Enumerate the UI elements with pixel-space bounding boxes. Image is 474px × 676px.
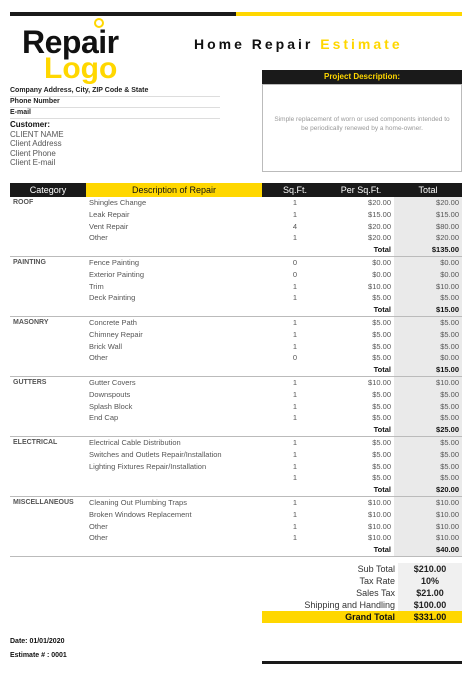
table-row bbox=[10, 352, 462, 364]
total-cell: $10.00 bbox=[394, 496, 462, 508]
total-cell: $5.00 bbox=[394, 401, 462, 413]
description-cell: Exterior Painting bbox=[89, 269, 145, 279]
top-bar-accent bbox=[236, 12, 462, 16]
summary-value: $331.00 bbox=[398, 611, 462, 623]
group-total-value: $15.00 bbox=[394, 364, 462, 376]
per-sqft-cell: $5.00 bbox=[372, 317, 391, 327]
group-total-row bbox=[10, 244, 462, 256]
category-cell: MASONRY bbox=[13, 318, 49, 326]
sqft-cell: 1 bbox=[292, 209, 298, 219]
spacer-cell bbox=[262, 544, 328, 556]
total-cell: $10.00 bbox=[394, 281, 462, 293]
category-empty-cell bbox=[10, 209, 86, 221]
per-sqft-cell: $10.00 bbox=[368, 533, 391, 543]
table-row bbox=[10, 376, 462, 388]
category-cell: ROOF bbox=[13, 199, 34, 206]
per-sqft-cell: $20.00 bbox=[368, 198, 391, 207]
spacer-cell bbox=[10, 364, 86, 376]
total-cell: $80.00 bbox=[394, 221, 462, 233]
sqft-cell: 0 bbox=[292, 353, 298, 363]
customer-label: Customer: bbox=[10, 120, 51, 129]
description-cell: Cleaning Out Plumbing Traps bbox=[89, 497, 187, 507]
category-cell: PAINTING bbox=[13, 258, 46, 266]
client-address: Client Address bbox=[10, 139, 62, 148]
spacer-cell bbox=[86, 244, 262, 256]
header-total: Total bbox=[394, 183, 462, 197]
summary-row bbox=[262, 599, 462, 611]
total-cell: $10.00 bbox=[394, 376, 462, 388]
total-cell: $0.00 bbox=[394, 352, 462, 364]
summary-row bbox=[262, 587, 462, 599]
company-info bbox=[10, 86, 220, 119]
spacer-cell bbox=[262, 364, 328, 376]
spacer-cell bbox=[86, 484, 262, 496]
summary-table bbox=[262, 563, 462, 623]
category-empty-cell bbox=[10, 281, 86, 293]
description-cell: Other bbox=[89, 521, 108, 531]
group-total-value: $135.00 bbox=[394, 244, 462, 256]
sqft-cell: 1 bbox=[292, 198, 298, 207]
table-row bbox=[10, 496, 462, 508]
spacer-cell bbox=[86, 364, 262, 376]
category-cell: GUTTERS bbox=[13, 378, 47, 386]
group-total-value: $20.00 bbox=[394, 484, 462, 496]
table-row bbox=[10, 341, 462, 353]
table-row bbox=[10, 521, 462, 533]
total-cell: $5.00 bbox=[394, 316, 462, 328]
description-cell: Other bbox=[89, 533, 108, 543]
sqft-cell: 1 bbox=[292, 521, 298, 531]
summary-value: $100.00 bbox=[398, 599, 462, 611]
category-empty-cell bbox=[10, 412, 86, 424]
total-cell: $10.00 bbox=[394, 521, 462, 533]
group-total-row bbox=[10, 424, 462, 436]
sqft-cell: 0 bbox=[292, 257, 298, 267]
summary-value: $21.00 bbox=[398, 587, 462, 599]
group-total-label: Total bbox=[328, 424, 394, 436]
description-cell: End Cap bbox=[89, 413, 119, 423]
category-empty-cell bbox=[10, 292, 86, 304]
per-sqft-cell: $10.00 bbox=[368, 281, 391, 291]
per-sqft-cell: $5.00 bbox=[372, 473, 391, 483]
sqft-cell: 1 bbox=[292, 329, 298, 339]
estimate-table-body bbox=[10, 197, 462, 556]
per-sqft-cell: $5.00 bbox=[372, 401, 391, 411]
per-sqft-cell: $5.00 bbox=[372, 389, 391, 399]
group-total-row bbox=[10, 304, 462, 316]
total-cell: $10.00 bbox=[394, 532, 462, 544]
category-empty-cell bbox=[10, 221, 86, 233]
total-cell: $5.00 bbox=[394, 436, 462, 448]
description-cell: Trim bbox=[89, 281, 104, 291]
table-row bbox=[10, 292, 462, 304]
per-sqft-cell: $0.00 bbox=[372, 269, 391, 279]
sqft-cell: 1 bbox=[292, 389, 298, 399]
title-part1: Home Repair bbox=[194, 36, 314, 52]
description-cell: Fence Painting bbox=[89, 257, 140, 267]
sqft-cell: 1 bbox=[292, 317, 298, 327]
category-empty-cell bbox=[10, 401, 86, 413]
client-name: CLIENT NAME bbox=[10, 129, 64, 139]
total-cell: $5.00 bbox=[394, 329, 462, 341]
group-total-label: Total bbox=[328, 304, 394, 316]
company-email: E-mail bbox=[10, 108, 220, 119]
summary-label: Sales Tax bbox=[356, 588, 395, 598]
sqft-cell: 1 bbox=[292, 341, 298, 351]
description-cell: Leak Repair bbox=[89, 209, 130, 219]
per-sqft-cell: $10.00 bbox=[368, 497, 391, 507]
summary-label: Grand Total bbox=[262, 611, 398, 623]
description-cell: Deck Painting bbox=[89, 293, 136, 303]
spacer-cell bbox=[262, 484, 328, 496]
total-cell: $5.00 bbox=[394, 461, 462, 473]
sqft-cell: 1 bbox=[292, 509, 298, 519]
per-sqft-cell: $10.00 bbox=[368, 521, 391, 531]
description-cell: Broken Windows Replacement bbox=[89, 509, 192, 519]
per-sqft-cell: $5.00 bbox=[372, 293, 391, 303]
description-cell: Lighting Fixtures Repair/Installation bbox=[89, 461, 207, 471]
top-bar-dark bbox=[10, 12, 236, 16]
spacer-cell bbox=[86, 424, 262, 436]
total-cell: $0.00 bbox=[394, 269, 462, 281]
summary-label: Sub Total bbox=[357, 564, 395, 574]
summary-row bbox=[262, 563, 462, 575]
per-sqft-cell: $5.00 bbox=[372, 353, 391, 363]
per-sqft-cell: $0.00 bbox=[372, 257, 391, 267]
category-empty-cell bbox=[10, 449, 86, 461]
sqft-cell: 0 bbox=[292, 269, 298, 279]
estimate-table bbox=[10, 183, 462, 557]
per-sqft-cell: $5.00 bbox=[372, 413, 391, 423]
sqft-cell: 1 bbox=[292, 449, 298, 459]
sqft-cell: 1 bbox=[292, 437, 298, 447]
table-row bbox=[10, 232, 462, 244]
total-cell: $5.00 bbox=[394, 472, 462, 484]
description-cell: Other bbox=[89, 353, 108, 363]
group-total-value: $40.00 bbox=[394, 544, 462, 556]
project-description-box bbox=[262, 84, 462, 172]
total-cell: $5.00 bbox=[394, 341, 462, 353]
group-total-row bbox=[10, 364, 462, 376]
table-row bbox=[10, 269, 462, 281]
header-sqft: Sq.Ft. bbox=[262, 183, 328, 197]
page-title bbox=[194, 36, 403, 52]
table-row bbox=[10, 281, 462, 293]
table-row bbox=[10, 329, 462, 341]
group-total-label: Total bbox=[328, 484, 394, 496]
per-sqft-cell: $5.00 bbox=[372, 449, 391, 459]
description-cell: Chimney Repair bbox=[89, 329, 143, 339]
summary-label: Shipping and Handling bbox=[304, 600, 395, 610]
sqft-cell: 1 bbox=[292, 377, 298, 387]
table-row bbox=[10, 209, 462, 221]
per-sqft-cell: $5.00 bbox=[372, 329, 391, 339]
total-cell: $5.00 bbox=[394, 412, 462, 424]
table-row bbox=[10, 449, 462, 461]
category-empty-cell bbox=[10, 341, 86, 353]
table-row bbox=[10, 316, 462, 328]
category-cell: MISCELLANEOUS bbox=[13, 498, 74, 506]
sqft-cell: 1 bbox=[292, 401, 298, 411]
per-sqft-cell: $5.00 bbox=[372, 437, 391, 447]
summary-row bbox=[262, 611, 462, 623]
description-cell: Switches and Outlets Repair/Installation bbox=[89, 449, 222, 459]
table-row bbox=[10, 389, 462, 401]
summary-label: Tax Rate bbox=[359, 576, 395, 586]
sqft-cell: 4 bbox=[292, 221, 298, 231]
spacer-cell bbox=[10, 304, 86, 316]
group-total-row bbox=[10, 544, 462, 556]
total-cell: $5.00 bbox=[394, 292, 462, 304]
category-empty-cell bbox=[10, 389, 86, 401]
table-row bbox=[10, 532, 462, 544]
client-phone: Client Phone bbox=[10, 148, 56, 158]
table-row bbox=[10, 412, 462, 424]
total-cell: $10.00 bbox=[394, 509, 462, 521]
per-sqft-cell: $15.00 bbox=[368, 209, 391, 219]
table-row bbox=[10, 436, 462, 448]
category-empty-cell bbox=[10, 521, 86, 533]
spacer-cell bbox=[262, 424, 328, 436]
customer-info bbox=[10, 120, 64, 168]
spacer-cell bbox=[10, 544, 86, 556]
per-sqft-cell: $20.00 bbox=[368, 221, 391, 231]
total-cell: $0.00 bbox=[394, 256, 462, 268]
spacer-cell bbox=[10, 244, 86, 256]
estimate-number: Estimate # : 0001 bbox=[10, 652, 67, 659]
category-empty-cell bbox=[10, 269, 86, 281]
sqft-cell: 1 bbox=[292, 281, 298, 291]
header-category: Category bbox=[10, 183, 86, 197]
description-cell: Vent Repair bbox=[89, 221, 129, 231]
table-header-row bbox=[10, 183, 462, 197]
group-total-label: Total bbox=[328, 244, 394, 256]
sqft-cell: 1 bbox=[292, 461, 298, 471]
description-cell: Concrete Path bbox=[89, 317, 137, 327]
category-empty-cell bbox=[10, 352, 86, 364]
spacer-cell bbox=[10, 424, 86, 436]
description-cell: Electrical Cable Distribution bbox=[89, 437, 181, 447]
group-total-value: $25.00 bbox=[394, 424, 462, 436]
header-per-sqft: Per Sq.Ft. bbox=[328, 183, 394, 197]
total-cell: $20.00 bbox=[394, 197, 462, 209]
per-sqft-cell: $10.00 bbox=[368, 377, 391, 387]
category-empty-cell bbox=[10, 532, 86, 544]
spacer-cell bbox=[262, 304, 328, 316]
logo-line2: Logo bbox=[44, 52, 118, 85]
spacer-cell bbox=[262, 244, 328, 256]
project-description-heading: Project Description: bbox=[262, 70, 462, 84]
category-empty-cell bbox=[10, 509, 86, 521]
description-cell: Other bbox=[89, 233, 108, 243]
category-empty-cell bbox=[10, 472, 86, 484]
group-total-label: Total bbox=[328, 364, 394, 376]
header-description: Description of Repair bbox=[86, 183, 262, 197]
total-cell: $5.00 bbox=[394, 449, 462, 461]
spacer-cell bbox=[10, 484, 86, 496]
spacer-cell bbox=[86, 304, 262, 316]
group-total-label: Total bbox=[328, 544, 394, 556]
category-cell: ELECTRICAL bbox=[13, 438, 58, 446]
per-sqft-cell: $20.00 bbox=[368, 233, 391, 243]
category-empty-cell bbox=[10, 232, 86, 244]
table-row bbox=[10, 461, 462, 473]
table-row bbox=[10, 221, 462, 233]
description-cell: Shingles Change bbox=[89, 198, 147, 207]
group-total-row bbox=[10, 484, 462, 496]
category-empty-cell bbox=[10, 329, 86, 341]
company-phone: Phone Number bbox=[10, 97, 220, 108]
estimate-date: Date: 01/01/2020 bbox=[10, 638, 65, 645]
title-part2: Estimate bbox=[320, 36, 403, 52]
per-sqft-cell: $10.00 bbox=[368, 509, 391, 519]
summary-value: 10% bbox=[398, 575, 462, 587]
total-cell: $15.00 bbox=[394, 209, 462, 221]
total-cell: $5.00 bbox=[394, 389, 462, 401]
table-row bbox=[10, 256, 462, 268]
sqft-cell: 1 bbox=[292, 413, 298, 423]
sqft-cell: 1 bbox=[292, 497, 298, 507]
spacer-cell bbox=[86, 544, 262, 556]
table-row bbox=[10, 401, 462, 413]
project-description-text: Simple replacement of worn or used components intended to be periodically renewed by a home-owner. bbox=[274, 116, 450, 132]
table-row bbox=[10, 509, 462, 521]
client-email: Client E-mail bbox=[10, 158, 56, 167]
category-empty-cell bbox=[10, 461, 86, 473]
logo-line1: Repair bbox=[22, 24, 119, 60]
per-sqft-cell: $5.00 bbox=[372, 341, 391, 351]
bottom-bar bbox=[262, 661, 462, 664]
description-cell: Brick Wall bbox=[89, 341, 123, 351]
description-cell: Splash Block bbox=[89, 401, 133, 411]
table-row bbox=[10, 197, 462, 209]
company-address: Company Address, City, ZIP Code & State bbox=[10, 86, 220, 97]
sqft-cell: 1 bbox=[292, 293, 298, 303]
sqft-cell: 1 bbox=[292, 233, 298, 243]
summary-value: $210.00 bbox=[398, 563, 462, 575]
table-row bbox=[10, 472, 462, 484]
sqft-cell: 1 bbox=[292, 533, 298, 543]
description-cell: Gutter Covers bbox=[89, 377, 136, 387]
sqft-cell: 1 bbox=[292, 473, 298, 483]
summary-row bbox=[262, 575, 462, 587]
description-cell bbox=[86, 472, 262, 484]
group-total-value: $15.00 bbox=[394, 304, 462, 316]
description-cell: Downspouts bbox=[89, 389, 131, 399]
per-sqft-cell: $5.00 bbox=[372, 461, 391, 471]
total-cell: $20.00 bbox=[394, 232, 462, 244]
